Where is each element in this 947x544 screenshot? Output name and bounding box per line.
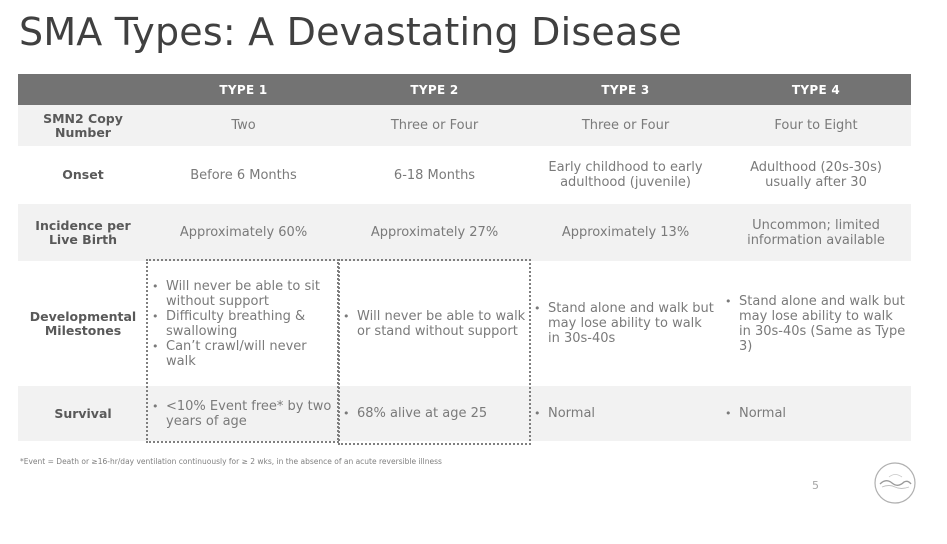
list-item: • Will never be able to sit without support: [152, 279, 335, 309]
cell-incidence-type-2: Approximately 27%: [339, 204, 530, 261]
row-label-survival: Survival: [18, 386, 148, 441]
list-item: • Normal: [534, 406, 717, 421]
header-type-2: TYPE 2: [339, 74, 530, 105]
cell-copy-number-type-1: Two: [148, 105, 339, 146]
cell-survival-type-3: [530, 386, 721, 441]
list-item: • 68% alive at age 25: [343, 406, 526, 421]
table-row-survival: [18, 386, 911, 441]
cell-copy-number-type-4: Four to Eight: [721, 105, 911, 146]
bullet-list: [534, 301, 717, 346]
row-label-incidence: Incidence per Live Birth: [18, 204, 148, 261]
cell-incidence-type-1: Approximately 60%: [148, 204, 339, 261]
bullet-list: [534, 406, 717, 421]
cell-incidence-type-4: Uncommon; limited information available: [721, 204, 911, 261]
cell-copy-number-type-2: Three or Four: [339, 105, 530, 146]
list-item: • Will never be able to walk or stand without support: [343, 309, 526, 339]
page-number: 5: [812, 479, 819, 492]
table-row-onset: [18, 146, 911, 204]
cell-survival-type-1: [148, 386, 339, 441]
table-row-copy-number: [18, 105, 911, 146]
list-item: • Normal: [725, 406, 907, 421]
row-label-copy-number: SMN2 Copy Number: [18, 105, 148, 146]
cell-onset-type-3: Early childhood to early adulthood (juvenile): [548, 160, 703, 190]
cell-copy-number-type-3: Three or Four: [530, 105, 721, 146]
cell-onset-type-4: Adulthood (20s-30s) usually after 30: [750, 160, 882, 190]
table-row-milestones: [18, 261, 911, 386]
cell-onset-type-1: Before 6 Months: [190, 167, 297, 183]
sma-types-table: [18, 74, 911, 441]
list-item: • Can’t crawl/will never walk: [152, 339, 335, 369]
cell-survival-type-2: [339, 386, 530, 441]
cell-milestones-type-1: [148, 261, 339, 386]
bullet-list: [725, 294, 907, 354]
cell-milestones-type-3: [530, 261, 721, 386]
row-label-onset: Onset: [62, 167, 104, 182]
bullet-list: [343, 406, 526, 421]
cell-survival-type-4: [721, 386, 911, 441]
table-header-row: [18, 74, 911, 105]
list-item: • Stand alone and walk but may lose ability to walk in 30s-40s (Same as Type 3): [725, 294, 907, 354]
footnote: *Event = Death or ≥16-hr/day ventilation continuously for ≥ 2 wks, in the absence of an acute reversible illness: [20, 457, 442, 466]
row-label-milestones: Developmental Milestones: [29, 308, 137, 338]
circular-logo-icon: [872, 460, 918, 506]
list-item: • Difficulty breathing & swallowing: [152, 309, 335, 339]
header-type-1: TYPE 1: [148, 74, 339, 105]
bullet-list: [152, 279, 335, 369]
header-corner: [18, 74, 148, 105]
cell-milestones-type-4: [721, 261, 911, 386]
header-type-3: TYPE 3: [530, 74, 721, 105]
header-type-4: TYPE 4: [721, 74, 911, 105]
table-row-incidence: [18, 204, 911, 261]
bullet-list: [725, 406, 907, 421]
cell-incidence-type-3: Approximately 13%: [530, 204, 721, 261]
cell-onset-type-2: 6-18 Months: [393, 167, 476, 183]
cell-milestones-type-2: [339, 261, 530, 386]
list-item: • <10% Event free* by two years of age: [152, 399, 335, 429]
list-item: • Stand alone and walk but may lose ability to walk in 30s-40s: [534, 301, 717, 346]
slide-title: SMA Types: A Devastating Disease: [19, 10, 683, 54]
bullet-list: [152, 399, 335, 429]
bullet-list: [343, 309, 526, 339]
